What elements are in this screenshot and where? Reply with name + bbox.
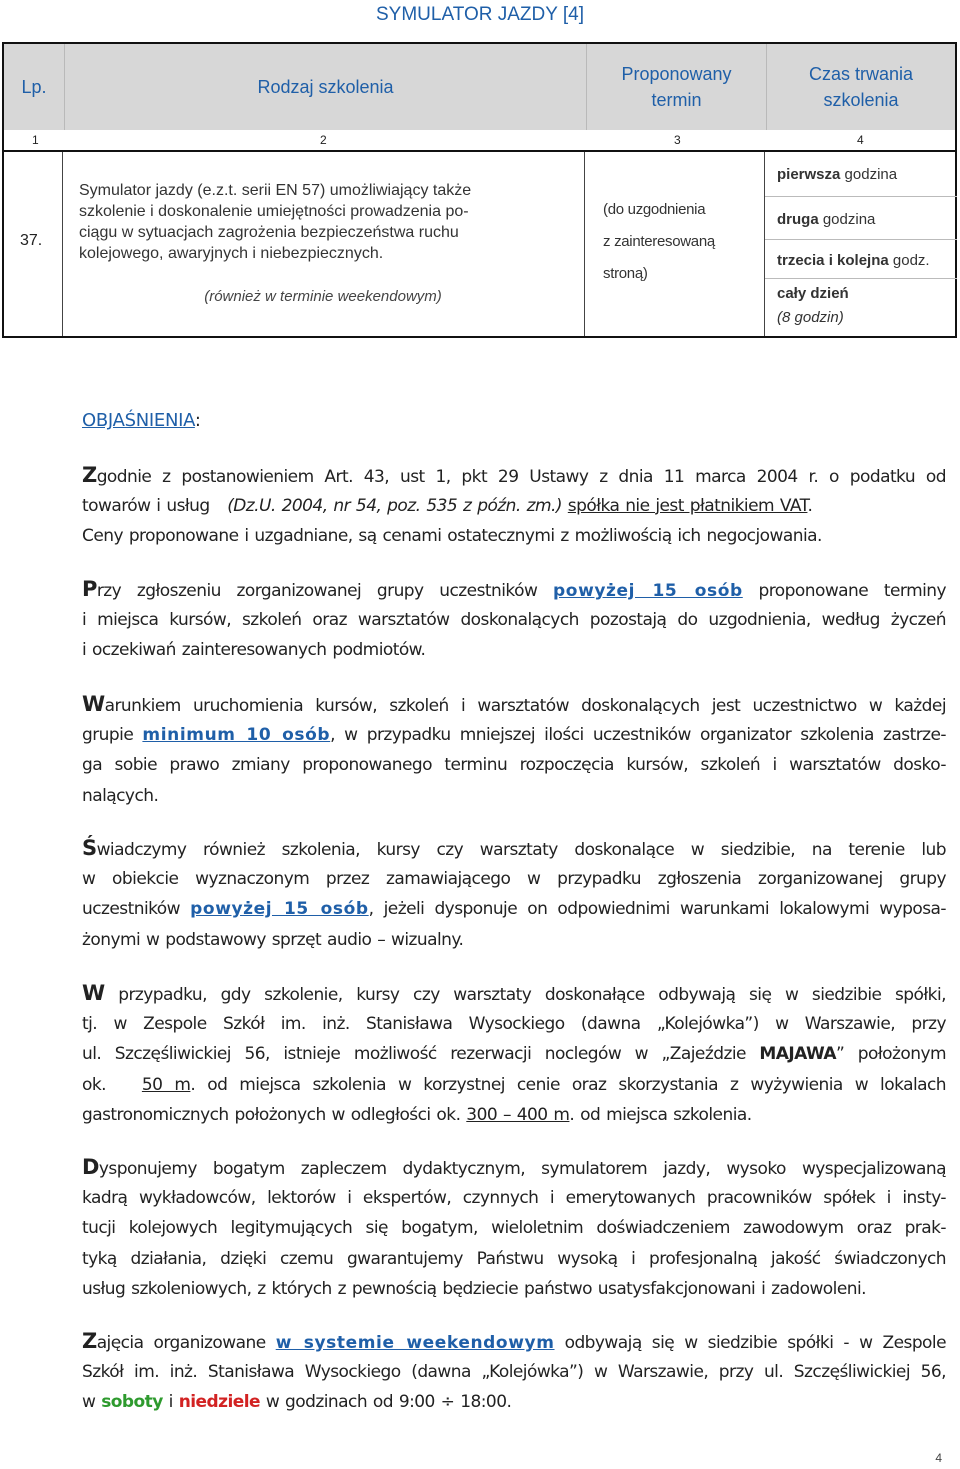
col-number-3: 3 [674,133,681,147]
text-line [82,1326,946,1357]
text-span: usług szkoleniowych, z których z pewnością będziecie państwo usatysfakcjonowani i zadowoleni. [82,1279,866,1299]
duration-divider [765,278,957,279]
text-line [82,1039,946,1070]
duration-third [765,252,957,269]
col-header-duration: Czas trwania szkolenia [766,44,955,130]
text-span: przypadku, gdy szkolenie, kursy czy warsztaty doskonałące odbywają się w siedzibie spółki, [118,985,946,1005]
drop-cap: Z [82,463,97,487]
text-span: nalących. [82,785,159,806]
text-span: i [168,1392,173,1412]
text-span: tyką działania, dzięki czemu gwarantujemy Państwu wysoką i profesjonalną jakość świadczonych [82,1248,946,1269]
text-span: Szkół im. inż. Stanisława Wysockiego (dawna „Kolejówka”) w Warszawie, przy ul. Szczęśliwickiej 56, [82,1361,946,1382]
drop-cap: Z [82,1329,97,1353]
col-header-term: Proponowany termin [586,44,766,130]
paragraph-onsite [82,833,946,955]
text-span: proponowane terminy [758,581,946,601]
text-span: w obiekcie wyznaczonym przez zamawiającego w przypadku zgłoszenia zorganizowanej grupy [82,868,946,889]
course-line: Symulator jazdy (e.z.t. serii EN 57) umożliwiający także [79,182,472,199]
text-span: tj. w Zespole Szkół im. inż. Stanisława Wysockiego (dawna „Kolejówka”) w Warszawie, przy [82,1013,946,1034]
term-line: stroną) [603,265,648,282]
duration-full-note: (8 godzin) [777,309,844,326]
page-title-number: [4] [562,4,584,25]
text-line [82,1152,946,1183]
duration-second-bold: druga [777,211,819,228]
text-line [82,864,946,895]
term-text [585,194,763,290]
course-line: ciągu w sytuacjach zagrożenia bezpieczeństwa ruchu [79,224,459,241]
text-span: odbywają się w siedzibie spółki - w Zespole [564,1333,946,1353]
duration-second-rest: godzina [822,211,876,228]
saturdays-label: soboty [101,1392,163,1412]
cell-lp [4,152,62,336]
hotel-name: MAJAWA [759,1044,837,1064]
distance-50: 50 m [141,1074,191,1095]
text-span: godnie z postanowieniem Art. 43, ust 1, pkt 29 Ustawy z dnia 11 marca 2004 r. o podatku od [96,467,946,487]
text-span: . [807,495,813,516]
text-span: gastronomicznych położonych w odległości ok. [82,1105,461,1125]
explanations-title-colon: : [194,410,201,431]
text-line [82,689,946,720]
course-weekend-note: (również w terminie weekendowym) [204,288,442,305]
text-span: ajęcia organizowane [96,1333,266,1353]
text-span: Ceny proponowane i uzgadniane, są cenami ostatecznymi z możliwością ich negocjowania. [82,526,822,546]
text-span: , jeżeli dysponuje on odpowiednimi warunkami lokalowymi wyposa- [368,899,946,919]
text-line [82,574,946,605]
page-title [0,4,960,26]
duration-full-bold: cały dzień [777,285,849,302]
col-header-lp: Lp. [21,77,47,97]
term-line: (do uzgodnienia [603,201,706,218]
paragraph-staff [82,1152,946,1305]
duration-third-bold: trzecia i kolejna [777,252,889,269]
drop-cap: Ś [82,836,97,860]
text-span: w godzinach od 9:00 ÷ 18:00. [265,1392,512,1412]
text-line [82,521,946,552]
text-line [82,635,946,666]
drop-cap: D [82,1155,99,1179]
row-lp: 37. [20,232,43,249]
paragraph-groups [82,574,946,666]
col-header-type: Rodzaj szkolenia [64,44,586,130]
text-span: grupie [82,724,134,745]
text-line [82,1213,946,1244]
text-span: żonymi w podstawowy sprzęt audio – wizualny. [82,929,464,950]
column-number-row [2,130,957,150]
text-span: ” położonym [836,1044,946,1064]
paragraph-weekend [82,1326,946,1418]
explanations-title [82,410,201,431]
text-span: towarów i usług [82,495,210,516]
text-line [82,1357,946,1388]
cell-course [62,152,584,336]
drop-cap: P [82,577,97,601]
text-span: uczestników [82,899,181,919]
table-row [2,150,957,338]
text-span: ga sobie prawo zmiany proponowanego terminu rozpoczęcia kursów, szkoleń i warsztatów dosko- [82,755,946,775]
text-span: ul. Szczęśliwickiej 56, istnieje możliwość rezerwacji noclegów w „Zajeździe [82,1044,746,1064]
text-line [82,720,946,751]
highlight-group-size: powyżej 15 osób [553,581,743,601]
text-span: w [82,1392,96,1412]
highlight-weekend: w systemie weekendowym [275,1333,555,1353]
course-description [79,180,557,264]
text-line [82,750,946,781]
text-line [82,1387,946,1418]
cell-term [584,152,764,336]
text-line [82,1183,946,1214]
duration-first [765,166,957,183]
text-span: rzy zgłoszeniu zorganizowanej grupy uczestników [96,581,538,601]
vat-note: spółka nie jest płatnikiem VAT [567,495,808,516]
text-line [82,605,946,636]
term-line: z zainteresowaną [603,233,715,250]
course-line: kolejowego, awaryjnych i niebezpiecznych. [79,245,384,262]
text-line [82,491,946,522]
duration-second [765,211,957,228]
duration-third-rest: godz. [892,252,930,269]
text-line [82,833,946,864]
text-line [82,1070,946,1101]
page-title-text: SYMULATOR JAZDY [375,4,558,25]
text-line [82,460,946,491]
sundays-label: niedziele [178,1392,260,1412]
page-number: 4 [935,1451,942,1465]
text-line [82,1100,946,1131]
text-span: . od miejsca szkolenia w korzystnej cenie oraz skorzystania z wyżywienia w lokalach [190,1074,947,1095]
text-span: ysponujemy bogatym zapleczem dydaktycznym, symulatorem jazdy, wysoko wyspecjalizowaną [98,1159,946,1179]
paragraph-minimum [82,689,946,811]
law-reference: (Dz.U. 2004, nr 54, poz. 535 z późn. zm.) [227,495,562,516]
table-header-row [2,42,957,130]
text-line [82,781,946,812]
text-span: ok. [82,1074,106,1095]
paragraph-accommodation [82,978,946,1131]
course-line: szkolenie i doskonalenie umiejętności prowadzenia po- [79,203,469,220]
text-line [82,978,946,1009]
text-span: tucji kolejowych legitymujących się bogatym, wieloletnim doświadczeniem zawodowym oraz prak- [82,1218,946,1238]
explanations-title-text: OBJAŚNIENIA [82,410,195,431]
text-span: wiadczymy również szkolenia, kursy czy warsztaty doskonalące w siedzibie, na terenie lub [96,840,946,860]
text-span: . od miejsca szkolenia. [569,1105,752,1125]
text-line [82,1009,946,1040]
duration-divider [765,196,957,197]
duration-first-bold: pierwsza [777,166,841,183]
text-line [82,894,946,925]
text-span: i miejsca kursów, szkoleń oraz warsztatów doskonalących pozostają do uzgodnienia, według życzeń [82,609,946,630]
text-span: , w przypadku mniejszej ilości uczestników organizator szkolenia zastrze- [330,724,946,745]
highlight-group-size: powyżej 15 osób [190,899,369,919]
duration-divider [765,239,957,240]
col-number-4: 4 [857,133,864,147]
distance-300-400: 300 – 400 m [466,1105,570,1125]
drop-cap: W [82,981,105,1005]
paragraph-vat [82,460,946,552]
highlight-minimum: minimum 10 osób [142,724,331,745]
text-line [82,1244,946,1275]
text-span: arunkiem uruchomienia kursów, szkoleń i warsztatów doskonalących jest uczestnictwo w każdej [104,696,946,716]
text-line [82,1274,946,1305]
cell-duration [764,152,955,336]
duration-full [765,282,957,330]
text-span: kadrą wykładowców, lektorów i ekspertów, czynnych i emerytowanych pracowników spółek i insty- [82,1187,946,1208]
col-number-1: 1 [32,133,39,147]
duration-first-rest: godzina [844,166,898,183]
drop-cap: W [82,692,105,716]
text-line [82,925,946,956]
text-span: i oczekiwań zainteresowanych podmiotów. [82,640,426,660]
col-number-2: 2 [320,133,327,147]
